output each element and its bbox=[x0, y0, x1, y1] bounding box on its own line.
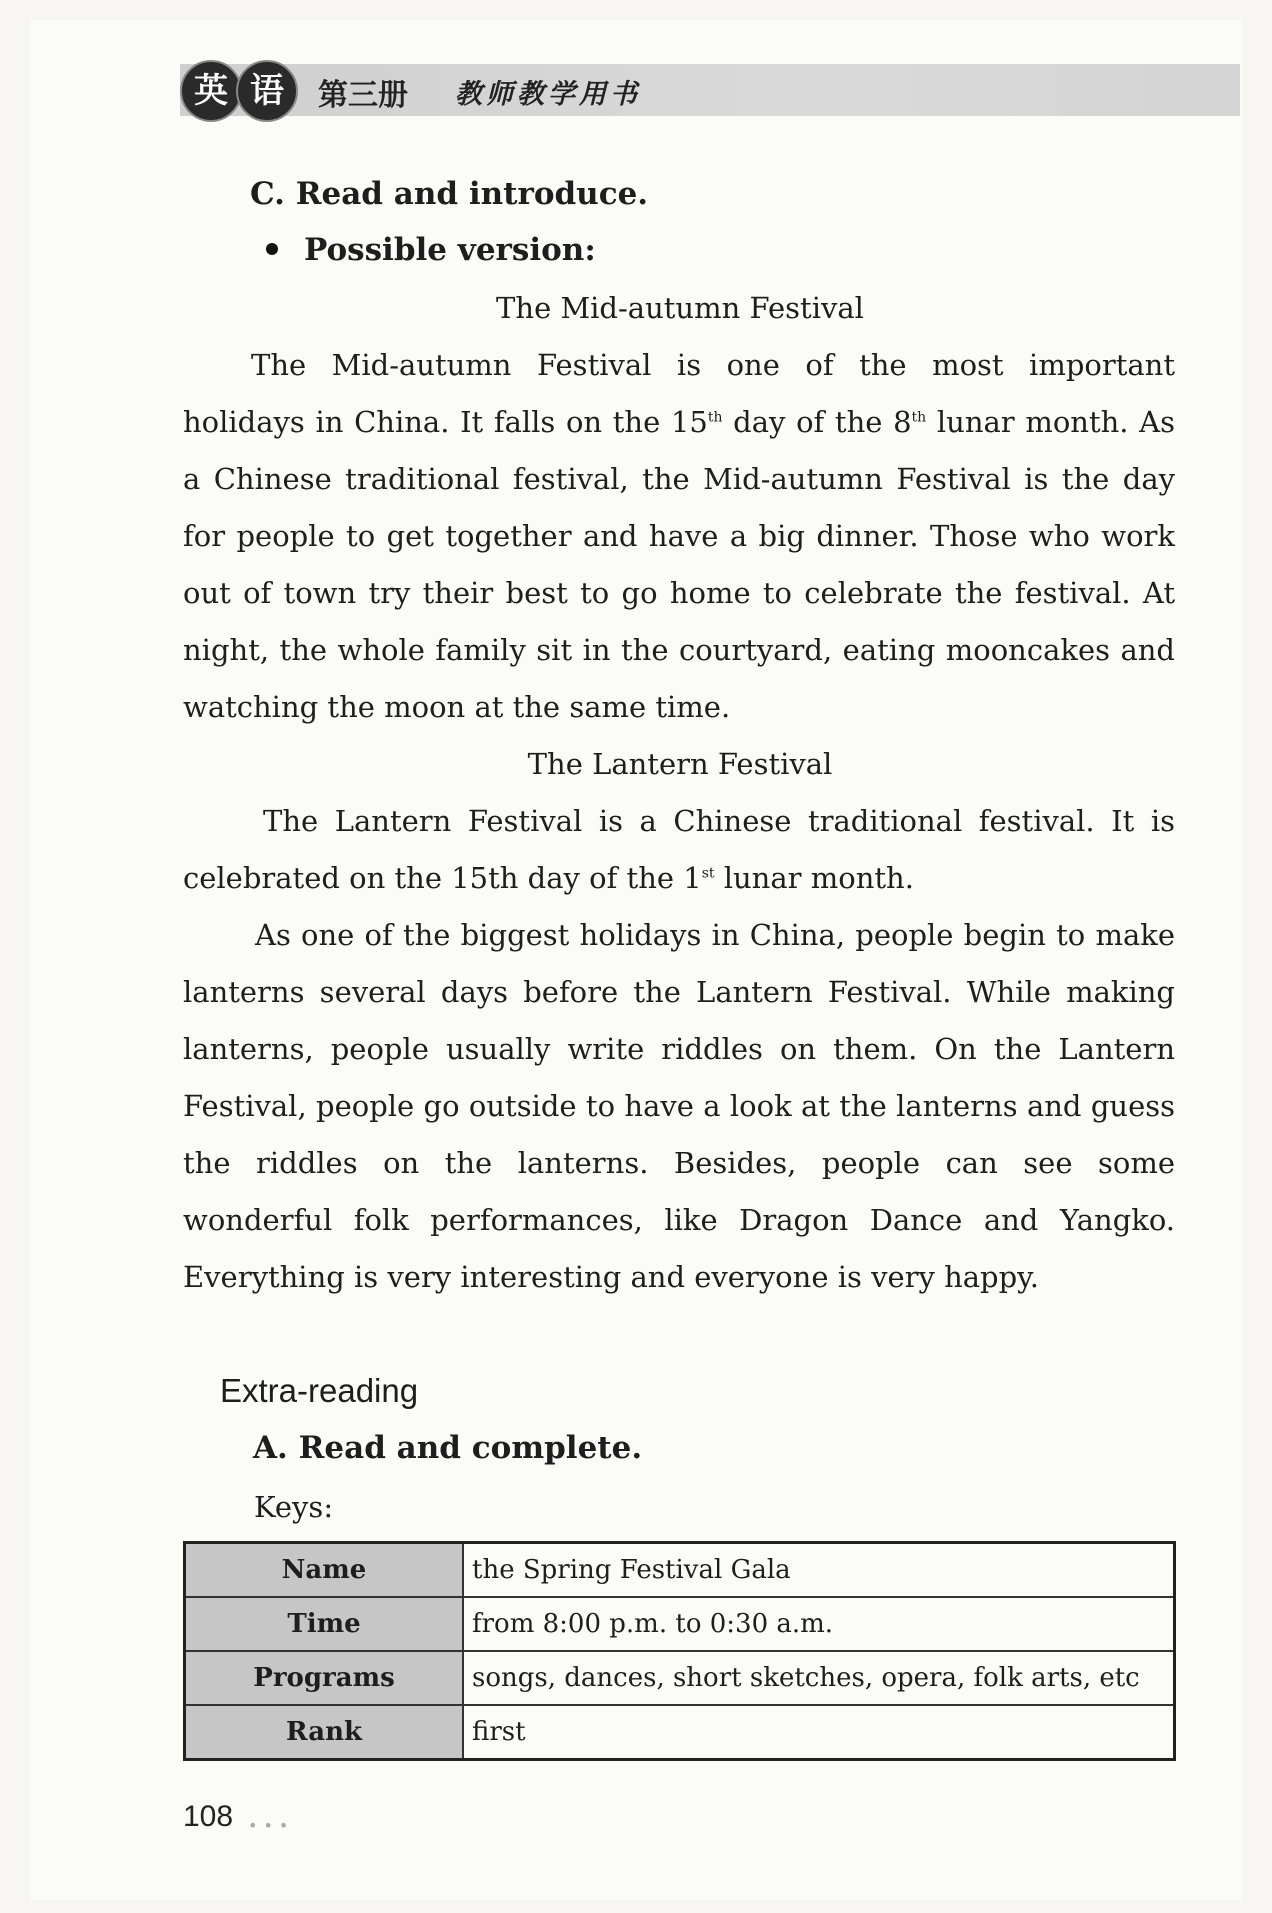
bullet-icon bbox=[266, 243, 278, 255]
possible-version-label: Possible version: bbox=[304, 232, 596, 268]
table-row bbox=[185, 1651, 1175, 1705]
header-book-volume: 第三册 bbox=[318, 78, 408, 113]
table-row bbox=[185, 1705, 1175, 1760]
row-label: Time bbox=[185, 1597, 464, 1651]
header-badge-yu: 语 bbox=[236, 60, 298, 122]
table-row bbox=[185, 1597, 1175, 1651]
row-label: Rank bbox=[185, 1705, 464, 1760]
article-1-title: The Mid-autumn Festival bbox=[496, 291, 864, 325]
section-c-heading: C. Read and introduce. bbox=[250, 176, 649, 212]
footer-dots: ••• bbox=[248, 1816, 295, 1835]
article-2-paragraph-2: As one of the biggest holidays in China, people begin to make lanterns several days before the Lantern Festival. While making lanterns, people usually write riddles on them. On the Lantern Festival, people go outside to have a look at the lanterns and guess the riddles on the lanterns. Besides, people can see some wonderful folk performances, like Dragon Dance and Yangko. Everything is very interesting and everyone is very happy. bbox=[183, 918, 1175, 1294]
extra-reading-heading: A. Read and complete. bbox=[253, 1430, 643, 1466]
article-2-paragraph-1: The Lantern Festival is a Chinese traditional festival. It is celebrated on the 15th day of the 1st lunar month. bbox=[183, 804, 1175, 895]
article-1-paragraph: The Mid-autumn Festival is one of the most important holidays in China. It falls on the 15th day of the 8th lunar month. As a Chinese traditional festival, the Mid-autumn Festival is the day for people to get together and have a big dinner. Those who work out of town try their best to go home to celebrate the festival. At night, the whole family sit in the courtyard, eating mooncakes and watching the moon at the same time. bbox=[183, 348, 1175, 724]
header-badge-ying: 英 bbox=[180, 60, 242, 122]
row-value: songs, dances, short sketches, opera, folk arts, etc bbox=[463, 1651, 1175, 1705]
table-row bbox=[185, 1543, 1175, 1598]
row-label: Name bbox=[185, 1543, 464, 1598]
keys-table bbox=[183, 1541, 1176, 1761]
row-label: Programs bbox=[185, 1651, 464, 1705]
row-value: the Spring Festival Gala bbox=[463, 1543, 1175, 1598]
page-number: 108 bbox=[183, 1800, 234, 1833]
header-book-subtitle: 教师教学用书 bbox=[455, 79, 641, 110]
row-value: from 8:00 p.m. to 0:30 a.m. bbox=[463, 1597, 1175, 1651]
article-2-title: The Lantern Festival bbox=[527, 747, 833, 781]
extra-reading-label: Extra-reading bbox=[220, 1372, 419, 1409]
row-value: first bbox=[463, 1705, 1175, 1760]
keys-label: Keys: bbox=[254, 1490, 334, 1524]
